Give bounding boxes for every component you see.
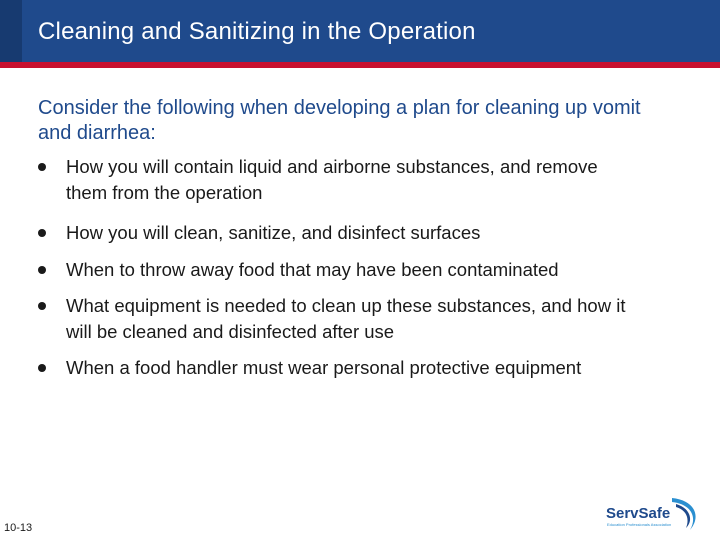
bullet-item — [36, 355, 636, 381]
slide-number: 10-13 — [4, 522, 33, 534]
lead-text: Consider the following when developing a plan for cleaning up vomit and diarrhea: — [38, 97, 641, 144]
bullet-item — [36, 154, 636, 206]
bullet-text: What equipment is needed to clean up these substances, and how it will be cleaned and disinfected after use — [66, 295, 626, 342]
bullet-dot-icon — [38, 364, 46, 372]
bullet-list — [36, 154, 636, 381]
logo-tagline: Education Professionals Association — [607, 522, 672, 527]
bullet-item — [36, 293, 636, 345]
bullet-dot-icon — [38, 229, 46, 237]
bullet-text: How you will contain liquid and airborne substances, and remove them from the operation — [66, 156, 598, 203]
bullet-item — [36, 220, 636, 246]
logo-wordmark: ServSafe — [606, 505, 671, 522]
title-bar-red-stripe — [0, 62, 720, 68]
title-bar — [0, 0, 720, 68]
servsafe-logo — [602, 494, 702, 536]
title-bar-left-band — [0, 0, 22, 68]
bullet-item — [36, 257, 636, 283]
bullet-text: When to throw away food that may have been contaminated — [66, 259, 559, 280]
slide-title: Cleaning and Sanitizing in the Operation — [38, 18, 476, 45]
bullet-dot-icon — [38, 163, 46, 171]
logo-swoosh-icon — [672, 498, 696, 530]
bullet-text: How you will clean, sanitize, and disinfect surfaces — [66, 222, 481, 243]
bullet-text: When a food handler must wear personal protective equipment — [66, 357, 582, 378]
bullet-dot-icon — [38, 302, 46, 310]
bullet-dot-icon — [38, 266, 46, 274]
